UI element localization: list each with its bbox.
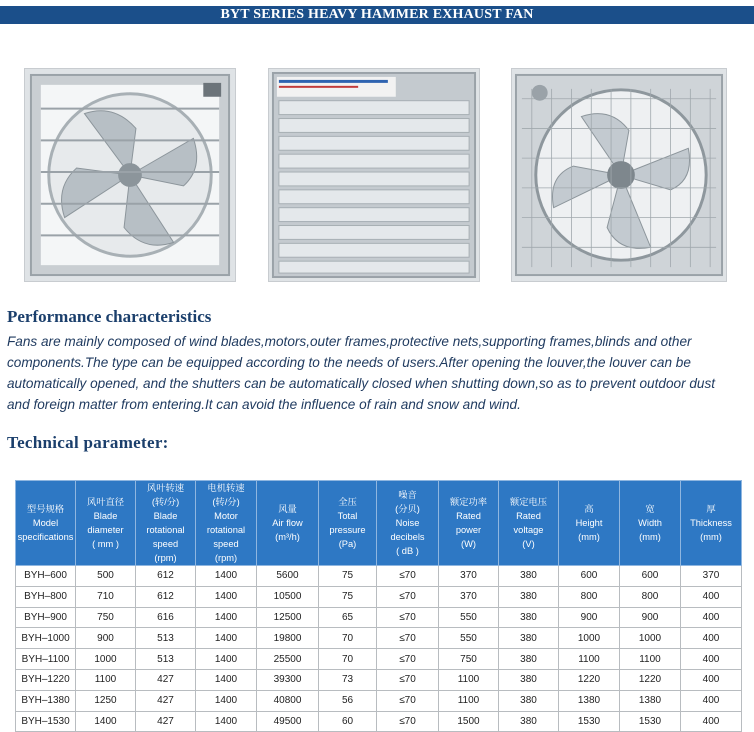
model-cell: BYH–600	[16, 566, 76, 587]
model-cell: BYH–800	[16, 586, 76, 607]
column-header-line: 电机转速	[207, 483, 245, 493]
value-cell: 600	[620, 566, 681, 587]
fan-front-photo	[24, 68, 236, 282]
column-header	[319, 481, 377, 566]
value-cell: 60	[319, 711, 377, 732]
value-cell: 1400	[196, 669, 257, 690]
column-header-line: (rpm)	[154, 553, 177, 563]
value-cell: 400	[681, 649, 742, 670]
column-header-line: Noise	[395, 518, 420, 528]
value-cell: 1100	[439, 669, 499, 690]
column-header-line: 高	[584, 504, 594, 514]
value-cell: 400	[681, 628, 742, 649]
table-row	[16, 669, 742, 690]
value-cell: 427	[136, 711, 196, 732]
column-header-line: Blade	[153, 511, 178, 521]
value-cell: 70	[319, 649, 377, 670]
value-cell: 380	[499, 649, 559, 670]
table-row	[16, 607, 742, 628]
value-cell: 1100	[620, 649, 681, 670]
value-cell: ≤70	[377, 690, 439, 711]
model-cell: BYH–1380	[16, 690, 76, 711]
page-banner-title: BYT SERIES HEAVY HAMMER EXHAUST FAN	[0, 6, 754, 24]
value-cell: 1100	[559, 649, 620, 670]
value-cell: 427	[136, 669, 196, 690]
column-header-line: specifications	[17, 532, 74, 542]
column-header-line: 宽	[645, 504, 655, 514]
value-cell: ≤70	[377, 566, 439, 587]
fan-louver-photo	[268, 68, 480, 282]
table-row	[16, 649, 742, 670]
value-cell: 49500	[257, 711, 319, 732]
value-cell: 380	[499, 690, 559, 711]
performance-line: components.The type can be equipped according to the needs of users.After opening the louver,the louver can be	[7, 355, 691, 370]
value-cell: 400	[681, 669, 742, 690]
value-cell: 400	[681, 586, 742, 607]
value-cell: 550	[439, 628, 499, 649]
value-cell: 612	[136, 566, 196, 587]
column-header-line: (m³/h)	[275, 532, 300, 542]
value-cell: 1400	[196, 649, 257, 670]
value-cell: 400	[681, 607, 742, 628]
value-cell: 1380	[620, 690, 681, 711]
value-cell: 1500	[439, 711, 499, 732]
value-cell: 600	[559, 566, 620, 587]
column-header-line: ( mm )	[92, 539, 119, 549]
performance-line: Fans are mainly composed of wind blades,motors,outer frames,protective nets,supporting frames,blinds and other	[7, 334, 692, 349]
value-cell: 380	[499, 607, 559, 628]
table-row	[16, 690, 742, 711]
column-header-line: 风叶转速	[146, 483, 185, 493]
column-header-line: rotational	[146, 525, 185, 535]
performance-description	[7, 331, 749, 415]
column-header-line: (mm)	[578, 532, 600, 542]
column-header-line: 风叶直径	[86, 497, 125, 507]
column-header-line: (V)	[522, 539, 535, 549]
column-header-line: Thickness	[690, 518, 732, 528]
column-header-line: (rpm)	[214, 553, 238, 563]
value-cell: 1220	[620, 669, 681, 690]
column-header-line: 全压	[338, 497, 357, 507]
column-header-line: (Pa)	[338, 539, 357, 549]
value-cell: 1530	[620, 711, 681, 732]
value-cell: 1400	[196, 607, 257, 628]
value-cell: 427	[136, 690, 196, 711]
fan-rear-grille-photo	[511, 68, 727, 282]
value-cell: 380	[499, 628, 559, 649]
value-cell: 75	[319, 566, 377, 587]
value-cell: 750	[439, 649, 499, 670]
value-cell: 1100	[439, 690, 499, 711]
value-cell: ≤70	[377, 628, 439, 649]
column-header-line: pressure	[329, 525, 366, 535]
value-cell: 616	[136, 607, 196, 628]
column-header-line: diameter	[87, 525, 124, 535]
performance-heading: Performance characteristics	[7, 307, 212, 326]
value-cell: 1400	[196, 711, 257, 732]
column-header-line: decibels	[390, 532, 425, 542]
table-header-row	[16, 481, 742, 566]
column-header	[136, 481, 196, 566]
column-header	[439, 481, 499, 566]
column-header	[681, 481, 742, 566]
value-cell: 75	[319, 586, 377, 607]
column-header-line: Motor	[214, 511, 238, 521]
table-row	[16, 586, 742, 607]
value-cell: 1400	[76, 711, 136, 732]
value-cell: 513	[136, 649, 196, 670]
value-cell: 900	[559, 607, 620, 628]
performance-line: automatically opened, and the shutters can be automatically closed when shutting down,so as to prevent outdoor dust	[7, 376, 716, 391]
model-cell: BYH–1220	[16, 669, 76, 690]
value-cell: 1400	[196, 690, 257, 711]
column-header	[16, 481, 76, 566]
value-cell: 1530	[559, 711, 620, 732]
model-cell: BYH–1530	[16, 711, 76, 732]
technical-heading: Technical parameter:	[7, 433, 169, 452]
value-cell: 710	[76, 586, 136, 607]
value-cell: 1000	[76, 649, 136, 670]
table-row	[16, 566, 742, 587]
column-header-line: ( dB )	[396, 546, 419, 556]
value-cell: 612	[136, 586, 196, 607]
column-header-line: Rated	[456, 511, 481, 521]
value-cell: 1250	[76, 690, 136, 711]
value-cell: 400	[681, 690, 742, 711]
column-header-line: 额定电压	[509, 497, 548, 507]
value-cell: 800	[559, 586, 620, 607]
value-cell: 1380	[559, 690, 620, 711]
value-cell: 56	[319, 690, 377, 711]
value-cell: 1400	[196, 628, 257, 649]
column-header-line: Total	[337, 511, 358, 521]
value-cell: ≤70	[377, 649, 439, 670]
column-header	[76, 481, 136, 566]
performance-line: and foreign matter from entering.It can avoid the influence of rain and snow and wind.	[7, 397, 521, 412]
value-cell: 1000	[620, 628, 681, 649]
column-header-line: Model	[32, 518, 59, 528]
column-header-line: speed	[213, 539, 239, 549]
table-row	[16, 628, 742, 649]
value-cell: 10500	[257, 586, 319, 607]
column-header-line: Height	[575, 518, 603, 528]
value-cell: 39300	[257, 669, 319, 690]
technical-parameter-table	[15, 480, 742, 732]
column-header-line: 型号规格	[26, 504, 65, 514]
column-header-line: (转/分)	[212, 497, 240, 507]
value-cell: 370	[439, 586, 499, 607]
value-cell: 65	[319, 607, 377, 628]
value-cell: 1220	[559, 669, 620, 690]
column-header-line: (mm)	[639, 532, 661, 542]
column-header-line: power	[455, 525, 482, 535]
column-header	[559, 481, 620, 566]
column-header-line: rotational	[206, 525, 246, 535]
value-cell: 380	[499, 586, 559, 607]
value-cell: 500	[76, 566, 136, 587]
value-cell: 900	[76, 628, 136, 649]
value-cell: 370	[439, 566, 499, 587]
column-header-line: 额定功率	[449, 497, 488, 507]
value-cell: ≤70	[377, 669, 439, 690]
value-cell: 70	[319, 628, 377, 649]
table-body	[16, 566, 742, 732]
value-cell: 19800	[257, 628, 319, 649]
column-header	[377, 481, 439, 566]
column-header-line: 厚	[706, 504, 716, 514]
value-cell: 400	[681, 711, 742, 732]
column-header	[196, 481, 257, 566]
value-cell: 1400	[196, 586, 257, 607]
column-header-line: (W)	[461, 539, 476, 549]
column-header-line: (mm)	[700, 532, 722, 542]
value-cell: 380	[499, 711, 559, 732]
column-header-line: speed	[152, 539, 179, 549]
table-row	[16, 711, 742, 732]
column-header-line: (分贝)	[395, 504, 420, 514]
value-cell: 380	[499, 669, 559, 690]
value-cell: 5600	[257, 566, 319, 587]
value-cell: 380	[499, 566, 559, 587]
value-cell: 750	[76, 607, 136, 628]
column-header	[257, 481, 319, 566]
column-header-line: voltage	[513, 525, 544, 535]
value-cell: 1400	[196, 566, 257, 587]
column-header	[620, 481, 681, 566]
value-cell: 73	[319, 669, 377, 690]
value-cell: 370	[681, 566, 742, 587]
model-cell: BYH–1100	[16, 649, 76, 670]
column-header	[499, 481, 559, 566]
column-header-line: Rated	[516, 511, 541, 521]
model-cell: BYH–1000	[16, 628, 76, 649]
column-header-line: Blade	[93, 511, 118, 521]
column-header-line: (转/分)	[151, 497, 180, 507]
value-cell: 550	[439, 607, 499, 628]
column-header-line: Air flow	[272, 518, 303, 528]
value-cell: ≤70	[377, 607, 439, 628]
value-cell: 40800	[257, 690, 319, 711]
column-header-line: 风量	[278, 504, 297, 514]
value-cell: 1000	[559, 628, 620, 649]
value-cell: 800	[620, 586, 681, 607]
value-cell: 900	[620, 607, 681, 628]
value-cell: 12500	[257, 607, 319, 628]
model-cell: BYH–900	[16, 607, 76, 628]
column-header-line: 噪音	[398, 490, 417, 500]
value-cell: ≤70	[377, 711, 439, 732]
value-cell: 1100	[76, 669, 136, 690]
value-cell: 513	[136, 628, 196, 649]
column-header-line: Width	[638, 518, 662, 528]
value-cell: ≤70	[377, 586, 439, 607]
value-cell: 25500	[257, 649, 319, 670]
